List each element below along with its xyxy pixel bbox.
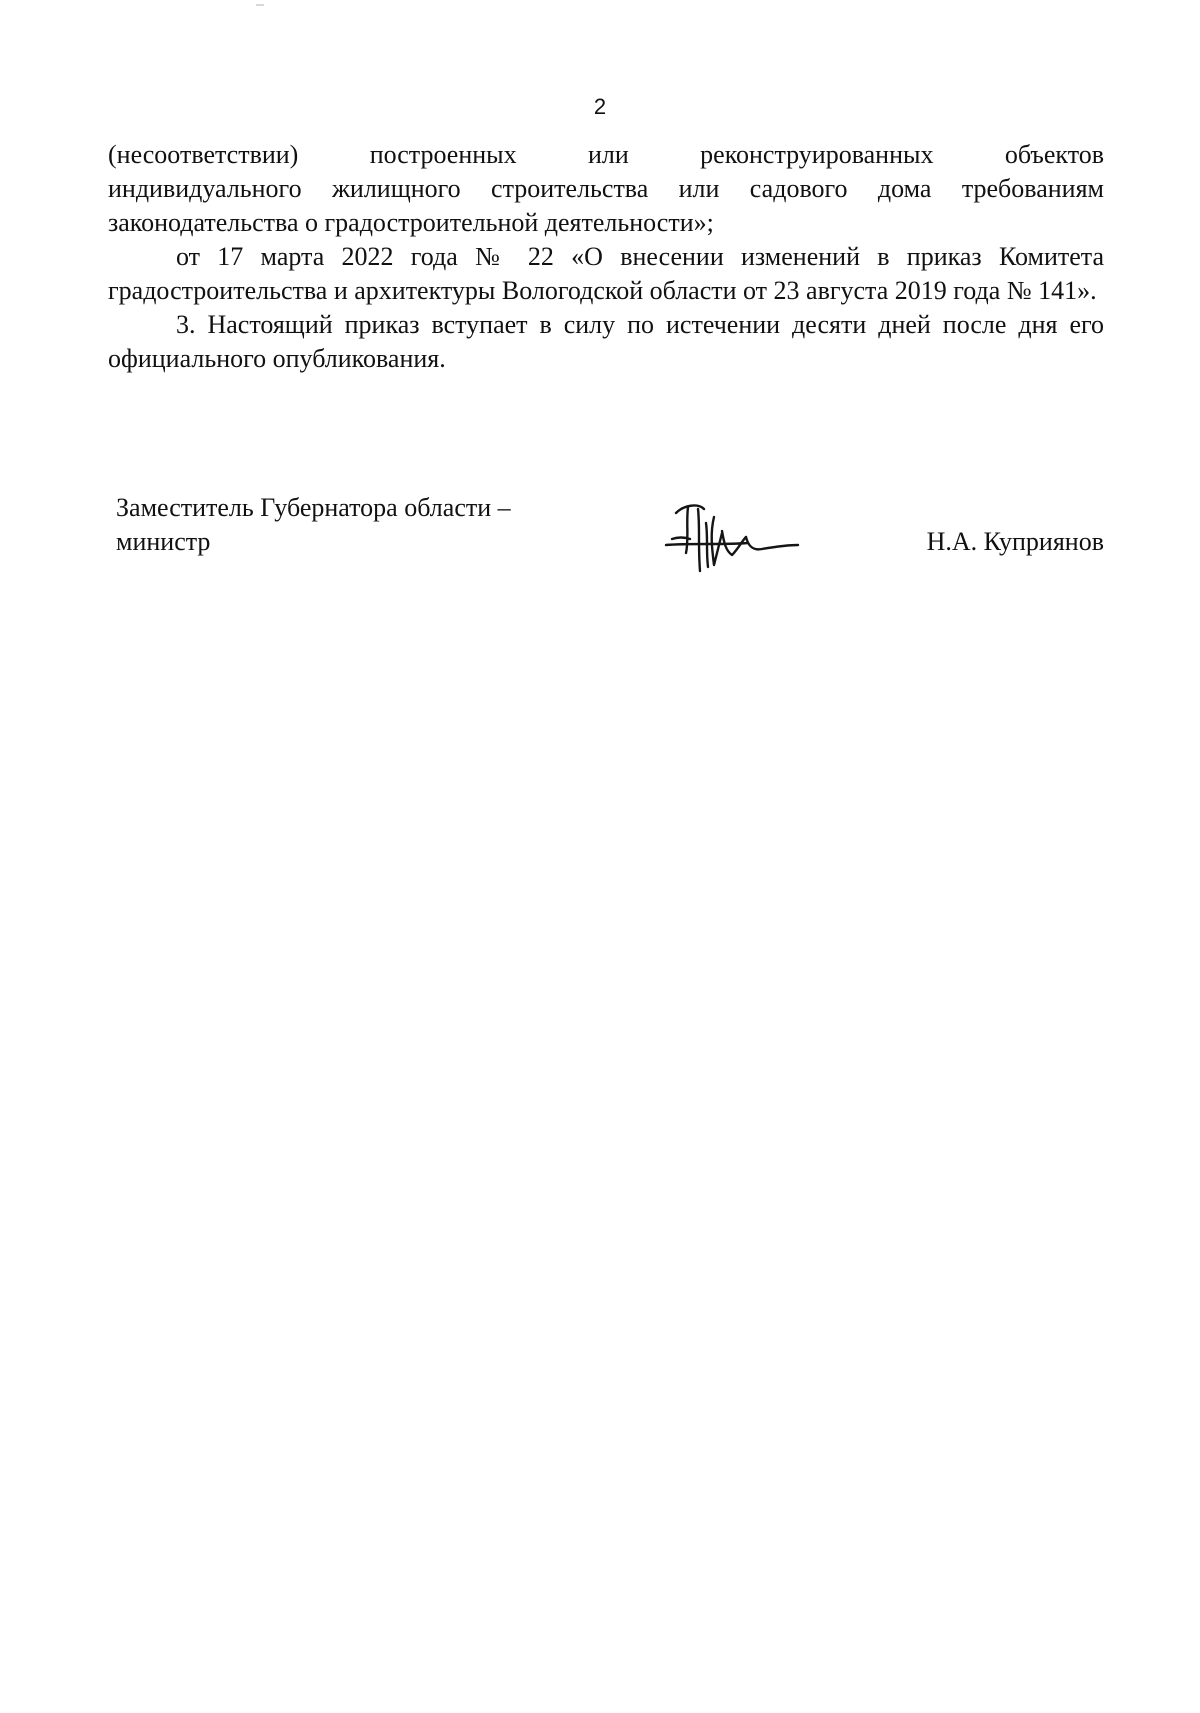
page-number: 2 (593, 94, 607, 119)
scan-artifact (256, 4, 264, 6)
paragraph-1-line-3: законодательства о градостроительной деятельности»; (108, 208, 714, 237)
word: (несоответствии) (108, 140, 299, 169)
paragraph-3: 3. Настоящий приказ вступает в силу по истечении десяти дней после дня его официального опубликования. (108, 310, 1104, 373)
paragraph-1-line-1 (108, 138, 1104, 172)
signature-block (116, 491, 1104, 581)
signatory-position-line-2: министр (116, 527, 211, 556)
signatory-position-line-1: Заместитель Губернатора области – (116, 493, 511, 522)
signatory-position (116, 491, 576, 559)
word: реконструированных (700, 140, 934, 169)
paragraph-2: от 17 марта 2022 года № 22 «О внесении изменений в приказ Комитета градостроительства и архитектуры Вологодской области от 23 августа 2019 года № 141». (108, 242, 1104, 305)
signatory-name: Н.А. Куприянов (926, 527, 1104, 556)
word: или (587, 140, 629, 169)
document-body (108, 138, 1104, 376)
word: объектов (1004, 140, 1104, 169)
word: построенных (369, 140, 517, 169)
paragraph-1-line-2: индивидуального жилищного строительства или садового дома требованиям (108, 174, 1104, 203)
handwritten-signature (662, 493, 802, 577)
